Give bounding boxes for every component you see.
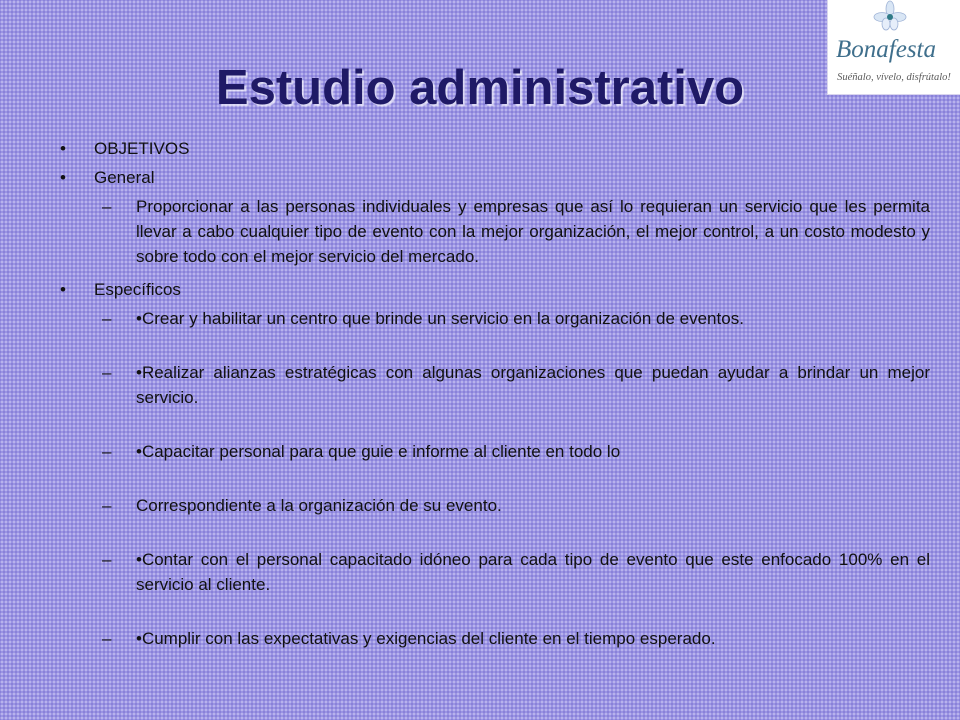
sub-item-especificos (58, 360, 930, 410)
sub-item-especificos (58, 547, 930, 597)
bullet-text: Específicos (94, 280, 181, 299)
orchid-flower-icon (874, 1, 906, 30)
dash-mark: – (102, 309, 112, 328)
dash-mark: – (102, 550, 112, 569)
dash-mark: – (102, 442, 112, 461)
sub-item-text: •Capacitar personal para que guie e informe al cliente en todo lo (136, 442, 621, 461)
sub-item-text: •Cumplir con las expectativas y exigencias del cliente en el tiempo esperado. (136, 629, 716, 648)
bullet-especificos (58, 277, 930, 302)
sub-item-especificos (58, 626, 930, 651)
bullet-text: General (94, 168, 155, 187)
logo-brand-part2: festa (888, 36, 936, 63)
bullet-mark: • (60, 280, 66, 299)
sub-item-text: •Crear y habilitar un centro que brinde un servicio en la organización de eventos. (136, 309, 744, 328)
bullet-mark: • (60, 168, 66, 187)
logo-tagline: Suéñalo, vívelo, disfrútalo! (837, 72, 951, 83)
dash-mark: – (102, 363, 112, 382)
bullet-list (58, 136, 930, 655)
sub-item-general (58, 194, 930, 269)
sub-item-text: •Realizar alianzas estratégicas con algunas organizaciones que puedan ayudar a brindar un mejor servicio. (136, 363, 930, 407)
bullet-mark: • (60, 139, 66, 158)
sub-item-text: Correspondiente a la organización de su evento. (136, 496, 502, 515)
slide-title: Estudio administrativo (215, 61, 745, 115)
logo-brand-part1: Bona (836, 36, 889, 63)
bullet-general (58, 165, 930, 190)
sub-item-text: Proporcionar a las personas individuales y empresas que así lo requieran un servicio que les permita llevar a cabo cualquier tipo de evento con la mejor organización, el mejor control, a un costo modesto y sobre todo con el mejor servicio del mercado. (136, 197, 930, 266)
sub-item-especificos (58, 439, 930, 464)
sub-item-text: •Contar con el personal capacitado idóneo para cada tipo de evento que este enfocado 100% en el servicio al cliente. (136, 550, 930, 594)
dash-mark: – (102, 629, 112, 648)
bullet-objetivos (58, 136, 930, 161)
bullet-text: OBJETIVOS (94, 139, 190, 158)
dash-mark: – (102, 496, 112, 515)
dash-mark: – (102, 197, 112, 216)
sub-item-especificos (58, 306, 930, 331)
sub-item-especificos (58, 493, 930, 518)
